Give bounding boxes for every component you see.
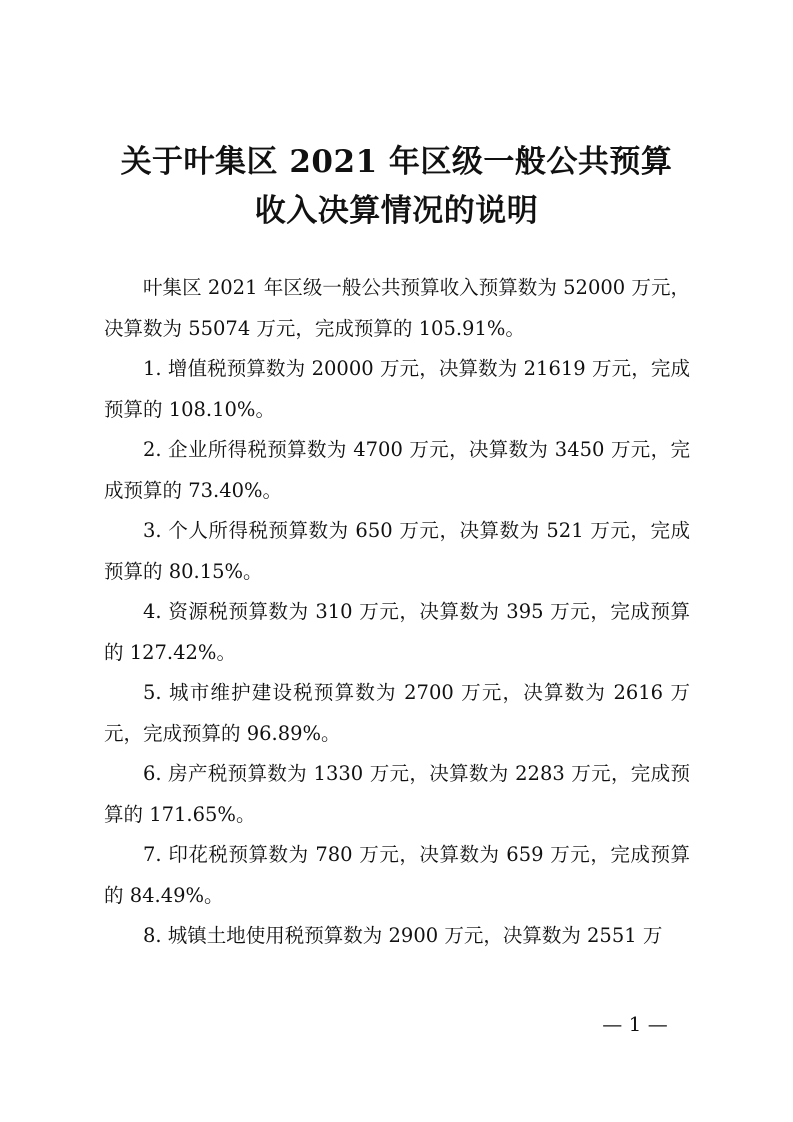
document-body — [104, 268, 690, 957]
paragraph-item-2: 2. 企业所得税预算数为 4700 万元，决算数为 3450 万元，完成预算的 73.40%。 — [104, 438, 690, 502]
paragraph-summary: 叶集区 2021 年区级一般公共预算收入预算数为 52000 万元，决算数为 55074 万元，完成预算的 105.91%。 — [104, 276, 690, 340]
paragraph-item-4: 4. 资源税预算数为 310 万元，决算数为 395 万元，完成预算的 127.42%。 — [104, 600, 690, 664]
paragraph-item-3: 3. 个人所得税预算数为 650 万元，决算数为 521 万元，完成预算的 80.15%。 — [104, 519, 690, 583]
paragraph-item-1: 1. 增值税预算数为 20000 万元，决算数为 21619 万元，完成预算的 108.10%。 — [104, 357, 690, 421]
page-number: — 1 — — [602, 1012, 668, 1036]
paragraph-item-7: 7. 印花税预算数为 780 万元，决算数为 659 万元，完成预算的 84.49%。 — [104, 843, 690, 907]
paragraph-item-6: 6. 房产税预算数为 1330 万元，决算数为 2283 万元，完成预算的 171.65%。 — [104, 762, 690, 826]
paragraph-item-8: 8. 城镇土地使用税预算数为 2900 万元，决算数为 2551 万 — [143, 924, 663, 947]
paragraph-item-5: 5. 城市维护建设税预算数为 2700 万元，决算数为 2616 万元，完成预算的 96.89%。 — [104, 681, 690, 745]
document-title-line-1: 关于叶集区 2021 年区级一般公共预算 — [120, 144, 673, 180]
document-title-line-2: 收入决算情况的说明 — [254, 193, 539, 229]
